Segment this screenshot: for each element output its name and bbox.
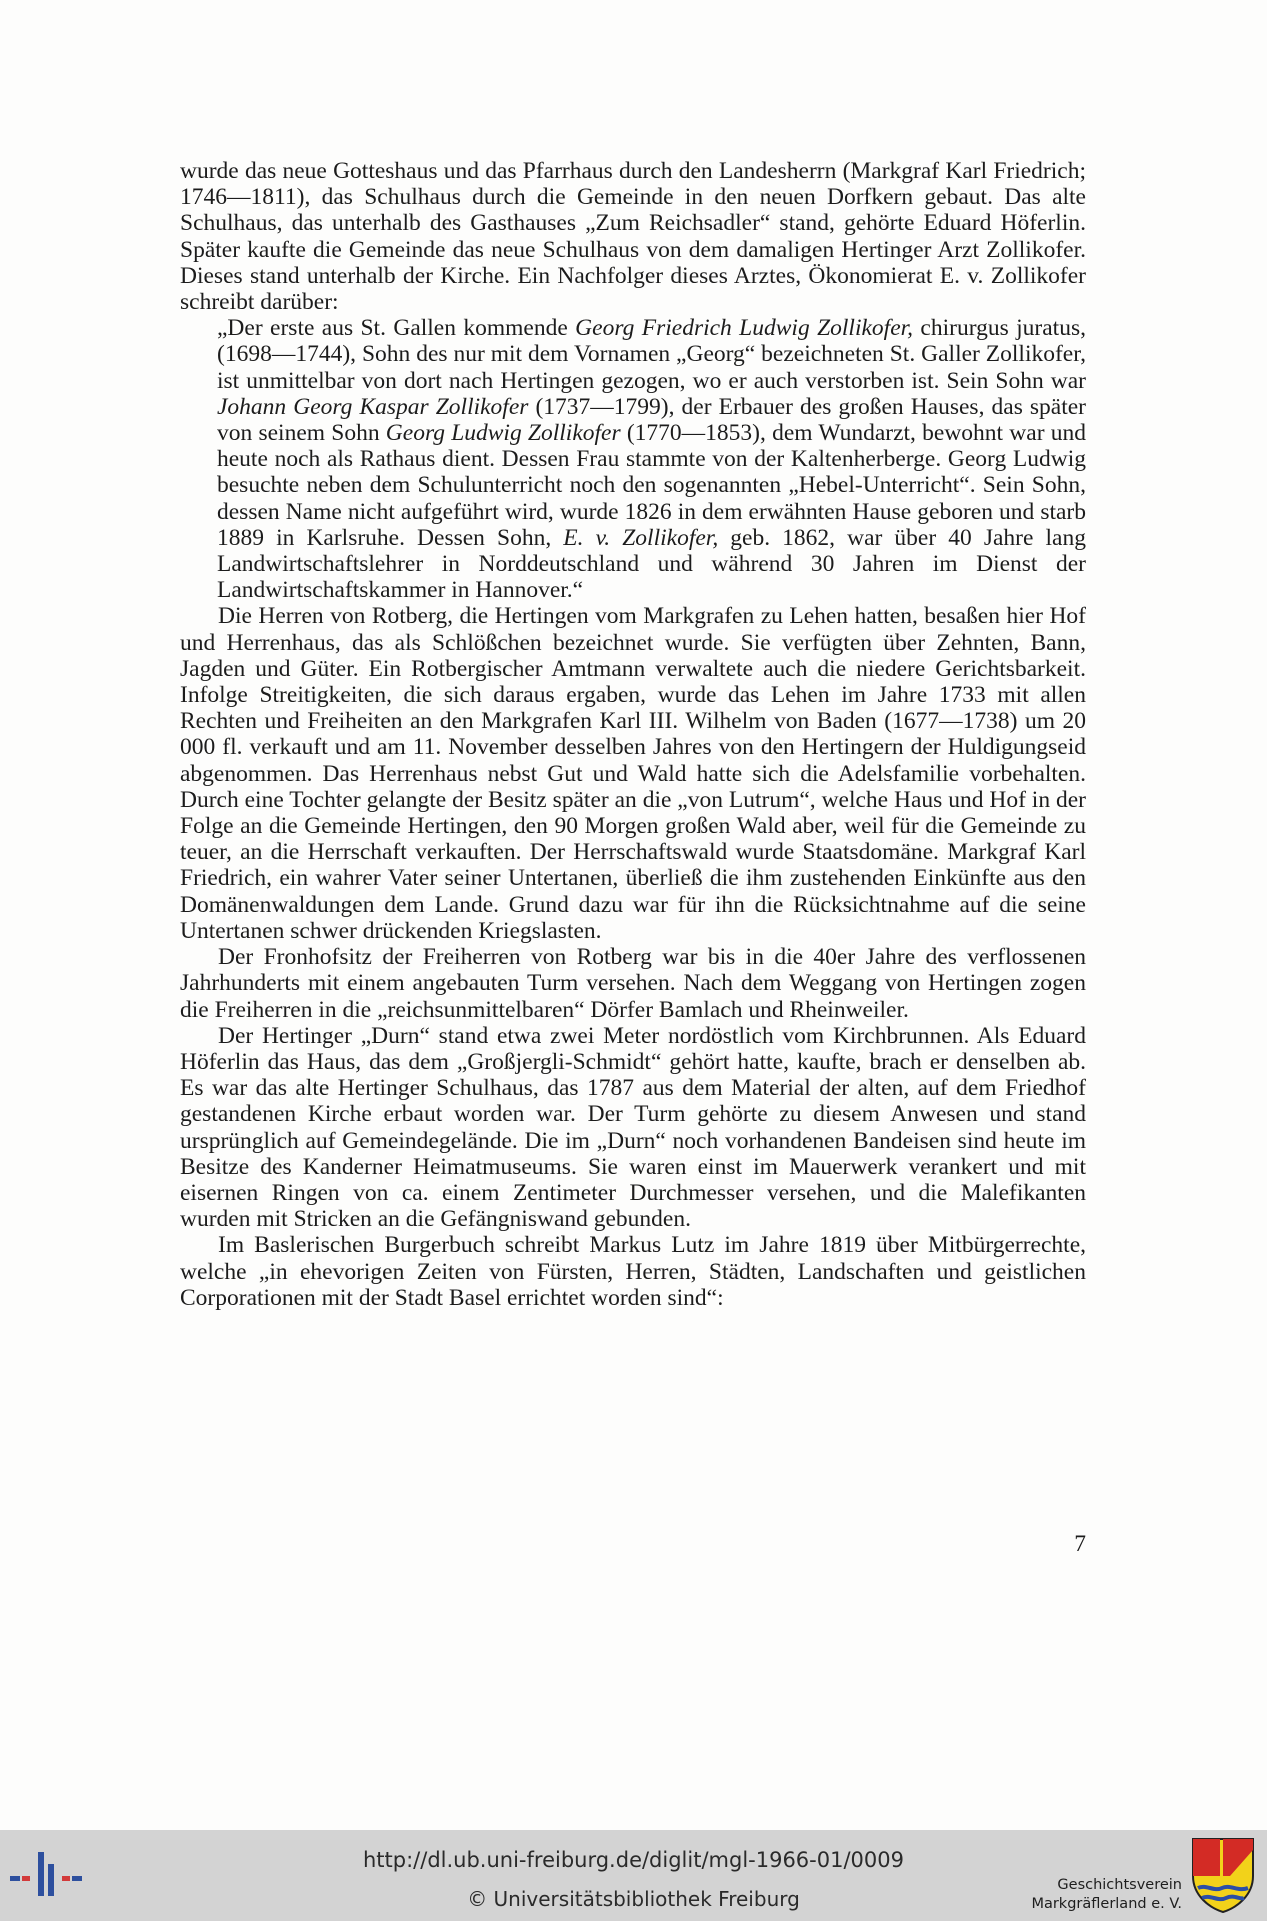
paragraph-5: Im Baslerischen Burgerbuch schreibt Markus Lutz im Jahre 1819 über Mitbürgerrechte, welche „in ehevorigen Zeiten von Fürsten, Herren, Städten, Landschaften und geistlichen Corporationen mit der Stadt Basel errichtet worden sind“:: [180, 1232, 1086, 1311]
quote-text-2: chirurgus juratus, (1698—1744), Sohn des nur mit dem Vornamen „Georg“ bezeichneten St. Galler Zollikofer, ist unmittelbar von dort nach Hertingen gezogen, wo er auch verstorben ist. Sein Sohn war: [217, 315, 1086, 394]
logo-dash-left-1: [10, 1876, 20, 1881]
society-name-line-1: Geschichtsverein: [1057, 1877, 1182, 1893]
shield-red-band: [1193, 1839, 1220, 1876]
shield-wave-2: [1202, 1897, 1244, 1900]
quote-name-3: Georg Ludwig Zollikofer: [385, 420, 621, 447]
quote-name-2: Johann Georg Kaspar Zollikofer: [217, 393, 529, 420]
shield-wave-1: [1198, 1887, 1248, 1889]
coat-of-arms-icon: [1190, 1836, 1256, 1914]
quote-text-4: (1770—1853), dem Wundarzt, bewohnt war und heute noch als Rathaus dient. Dessen Frau stammte von der Kaltenherberge. Georg Ludwig besuchte neben dem Schulunterricht noch den sogenannten „Hebel-Unterricht“. Sein Sohn, dessen Name nicht aufgeführt wird, wurde 1826 in dem erwähnten Hause geboren und starb 1889 in Karlsruhe. Dessen Sohn,: [217, 420, 1086, 551]
society-name: [1012, 1876, 1182, 1914]
society-name-line-2: Markgräflerland e. V.: [1031, 1896, 1182, 1912]
logo-dash-left-2: [22, 1876, 30, 1881]
paragraph-1: wurde das neue Gotteshaus und das Pfarrhaus durch den Landesherrn (Markgraf Karl Friedrich; 1746—1811), das Schulhaus durch die Gemeinde in den neuen Dorfkern gebaut. Das alte Schulhaus, das unterhalb des Gasthauses „Zum Reichsadler“ stand, gehörte Eduard Höferlin. Später kaufte die Gemeinde das neue Schulhaus von dem damaligen Hertinger Arzt Zollikofer. Dieses stand unterhalb der Kirche. Ein Nachfolger dieses Arztes, Ökonomierat E. v. Zollikofer schreibt darüber:: [180, 158, 1086, 316]
quote-name-4: E. v. Zollikofer,: [563, 524, 719, 551]
logo-dash-right-1: [62, 1876, 70, 1881]
paragraph-4: Der Hertinger „Durn“ stand etwa zwei Meter nordöstlich vom Kirchbrunnen. Als Eduard Höferlin das Haus, das dem „Großjergli-Schmidt“ gehört hatte, kaufte, brach er denselben ab. Es war das alte Hertinger Schulhaus, das 1787 aus dem Material der alten, auf dem Friedhof gestandenen Kirche erbaut worden war. Der Turm gehörte zu diesem Anwesen und stand ursprünglich auf Gemeindegelände. Die im „Durn“ noch vorhandenen Bandeisen sind heute im Besitze des Kanderner Heimatmuseums. Sie waren einst im Mauerwerk verankert und mit eisernen Ringen von ca. einem Zentimeter Durchmesser versehen, und die Malefikanten wurden mit Stricken an die Gefängniswand gebunden.: [180, 1022, 1086, 1233]
page-number: 7: [1074, 1531, 1086, 1557]
document-url-link[interactable]: http://dl.ub.uni-freiburg.de/diglit/mgl-1966-01/0009: [362, 1848, 904, 1872]
paragraph-3: Der Fronhofsitz der Freiherren von Rotberg war bis in die 40er Jahre des verflossenen Jahrhunderts mit einem angebauten Turm versehen. Nach dem Weggang von Hertingen zogen die Freiherren in die „reichsunmittelbaren“ Dörfer Bamlach und Rheinweiler.: [180, 944, 1086, 1023]
body-text: [180, 158, 1086, 1311]
quote-paragraph: [217, 315, 1086, 603]
copyright-notice: © Universitätsbibliothek Freiburg: [467, 1887, 800, 1911]
quote-text-1: „Der erste aus St. Gallen kommende: [217, 315, 576, 342]
paragraph-2: Die Herren von Rotberg, die Hertingen vom Markgrafen zu Lehen hatten, besaßen hier Hof und Herrenhaus, das als Schlößchen bezeichnet wurde. Sie verfügten über Zehnten, Bann, Jagden und Güter. Ein Rotbergischer Amtmann verwaltete auch die niedere Gerichtsbarkeit. Infolge Streitigkeiten, die sich daraus ergaben, wurde das Lehen im Jahre 1733 mit allen Rechten und Freiheiten an den Markgrafen Karl III. Wilhelm von Baden (1677—1738) um 20 000 fl. verkauft und am 11. November desselben Jahres von den Hertingern der Huldigungseid abgenommen. Das Herrenhaus nebst Gut und Wald hatte sich die Adelsfamilie vorbehalten. Durch eine Tochter gelangte der Besitz später an die „von Lutrum“, welche Haus und Hof in der Folge an die Gemeinde Hertingen, den 90 Morgen großen Wald aber, weil für die Gemeinde zu teuer, an die Herrschaft verkauften. Der Herrschaftswald wurde Staatsdomäne. Markgraf Karl Friedrich, ein wahrer Vater seiner Untertanen, überließ die ihm zustehenden Einkünfte aus den Domänenwaldungen dem Lande. Grund dazu war für ihn die Rücksichtnahme auf die seine Untertanen schwer drückenden Kriegslasten.: [180, 603, 1086, 944]
logo-dash-right-2: [72, 1876, 82, 1881]
block-quote: [217, 315, 1086, 603]
quote-text-5: geb. 1862, war über 40 Jahre lang Landwirtschaftslehrer in Norddeutschland und während 30 Jahren im Dienst der Landwirtschaftskammer in Hannover.“: [217, 524, 1086, 604]
quote-text-3: (1737—1799), der Erbauer des großen Hauses, das später von seinem Sohn: [217, 393, 1086, 447]
quote-name-1: Georg Friedrich Ludwig Zollikofer,: [575, 315, 914, 342]
